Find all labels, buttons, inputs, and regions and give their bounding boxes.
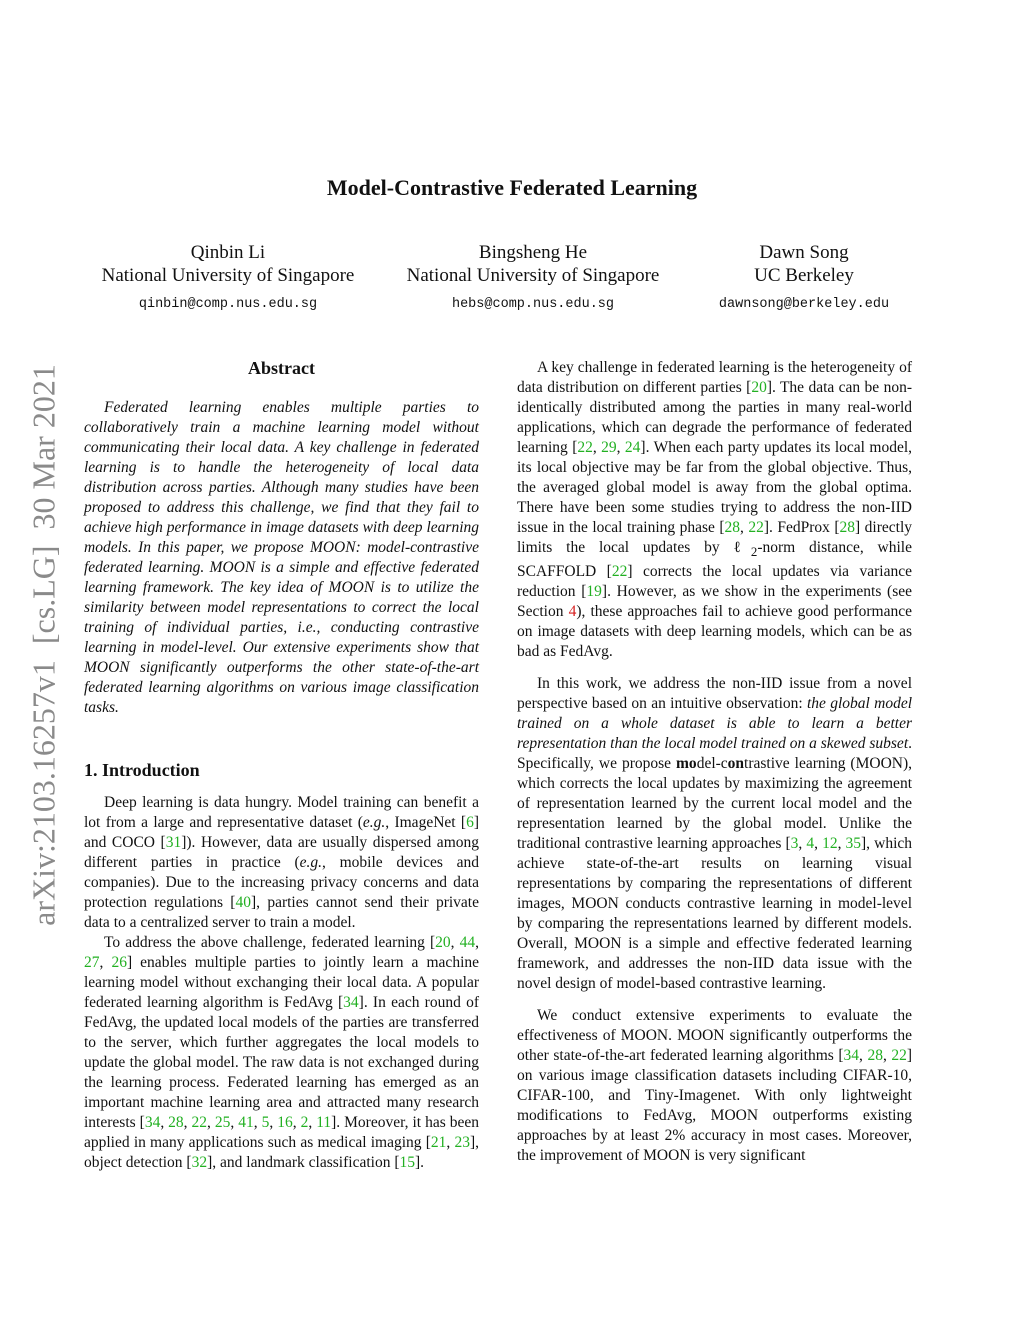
citation-link[interactable]: 31 bbox=[165, 834, 182, 851]
paragraph: A key challenge in federated learning is the heterogeneity of data distribution on different parties [20]. The data can be non-identically distributed among the parties in many real-world applications, which can degrade the performance of federated learning [22, 29, 24]. When each party updates its local model, its local objective may be far from the global objective. Thus, the averaged global model is away from the global optima. There have been some studies trying to address the non-IID issue in the local training phase [28, 22]. FedProx [28] directly limits the local updates by ℓ$_2$-norm distance, while SCAFFOLD [22] corrects the local updates via variance reduction [19]. However, as we show in the experiments (see Section 4), these approaches fail to achieve good performance on image datasets with deep learning models, which can be as bad as FedAvg. bbox=[517, 359, 913, 661]
citation-link[interactable]: 34 bbox=[343, 994, 359, 1011]
citation-link[interactable]: 28 bbox=[839, 519, 856, 536]
citation-link[interactable]: 25 bbox=[214, 1114, 231, 1131]
author-email[interactable]: dawnsong@berkeley.edu bbox=[718, 297, 890, 312]
citation-link[interactable]: 41 bbox=[238, 1114, 254, 1131]
author-affiliation: National University of Singapore bbox=[101, 265, 355, 286]
citation-link[interactable]: 24 bbox=[624, 439, 641, 456]
citation-link[interactable]: 44 bbox=[459, 934, 476, 951]
citation-link[interactable]: 16 bbox=[277, 1114, 293, 1131]
citation-link[interactable]: 15 bbox=[399, 1154, 415, 1171]
citation-link[interactable]: 2 bbox=[300, 1114, 309, 1131]
author-block bbox=[78, 241, 378, 316]
author-email[interactable]: hebs@comp.nus.edu.sg bbox=[451, 297, 615, 312]
author-affiliation: UC Berkeley bbox=[754, 265, 854, 286]
citation-link[interactable]: 4 bbox=[806, 835, 815, 853]
citation-link[interactable]: 21 bbox=[430, 1134, 447, 1151]
citation-link[interactable]: 22 bbox=[191, 1114, 208, 1131]
citation-link[interactable]: 19 bbox=[586, 583, 602, 601]
paragraph: To address the above challenge, federated learning [20, 44, 27, 26] enables multiple parties to jointly learn a machine learning model without exchanging their local data. A popular federated learning algorithm is FedAvg [34]. In each round of FedAvg, the updated local models of the parties are transferred to the server, which further aggregates the local models to update the global model. The raw data is not exchanged during the learning process. Federated learning has emerged as an important machine learning area and attracted many research interests [34, 28, 22, 25, 41, 5, 16, 2, 11]. Moreover, it has been applied in many applications such as medical imaging [21, 23], object detection [32], and landmark classification [15]. bbox=[84, 934, 480, 1171]
citation-link[interactable]: 12 bbox=[822, 835, 838, 853]
citation-link[interactable]: 11 bbox=[316, 1114, 332, 1131]
citation-link[interactable]: 34 bbox=[843, 1047, 860, 1065]
arxiv-stamp: arXiv:2103.16257v1 [cs.LG] 30 Mar 2021 bbox=[25, 364, 62, 926]
citation-link[interactable]: 28 bbox=[724, 519, 741, 536]
citation-link[interactable]: 28 bbox=[168, 1114, 184, 1131]
paragraph: We conduct extensive experiments to evaluate the effectiveness of MOON. MOON significantly outperforms the other state-of-the-art federated learning algorithms [34, 28, 22] on various image classification datasets including CIFAR-10, CIFAR-100, and Tiny-Imagenet. With only lightweight modifications to FedAvg, MOON outperforms existing approaches by at least 2% accuracy in most cases. Moreover, the improvement of MOON is very significant bbox=[517, 1007, 913, 1165]
citation-link[interactable]: 20 bbox=[751, 379, 767, 396]
author-name: Qinbin Li bbox=[190, 242, 266, 263]
author-name: Dawn Song bbox=[759, 242, 849, 263]
author-email[interactable]: qinbin@comp.nus.edu.sg bbox=[138, 297, 318, 312]
author-name: Bingsheng He bbox=[478, 242, 588, 263]
citation-link[interactable]: 22 bbox=[611, 563, 628, 581]
citation-link[interactable]: 29 bbox=[601, 439, 617, 456]
citation-link[interactable]: 22 bbox=[577, 439, 593, 456]
citation-link[interactable]: 27 bbox=[84, 954, 100, 971]
citation-link[interactable]: 26 bbox=[111, 954, 127, 971]
right-column-body bbox=[517, 358, 912, 1178]
section-ref-link[interactable]: 4 bbox=[568, 603, 577, 621]
citation-link[interactable]: 40 bbox=[235, 894, 251, 911]
paragraph: In this work, we address the non-IID issue from a novel perspective based on an intuitive observation: the global model trained on a whole dataset is able to learn a better representation than the local model trained on a skewed subset. Specifically, we propose model-contrastive learning (MOON), which corrects the local updates by maximizing the agreement of representation learned by the current local model and the representation learned by the global model. Unlike the traditional contrastive learning approaches [3, 4, 12, 35], which achieve state-of-the-art results on learning visual representations by comparing the representations of different images, MOON conducts contrastive learning in model-level by comparing the representations learned by different models. Overall, MOON is a simple and effective federated learning framework, and addresses the non-IID data issue with the novel design of model-based contrastive learning. bbox=[517, 675, 913, 993]
citation-link[interactable]: 5 bbox=[261, 1114, 270, 1131]
citation-link[interactable]: 34 bbox=[144, 1114, 161, 1131]
author-block bbox=[383, 241, 683, 316]
paper-title: Model-Contrastive Federated Learning bbox=[326, 175, 698, 200]
introduction-body bbox=[84, 793, 479, 1173]
citation-link[interactable]: 32 bbox=[191, 1154, 208, 1171]
citation-link[interactable]: 3 bbox=[790, 835, 799, 853]
author-block bbox=[654, 241, 954, 316]
abstract-heading: Abstract bbox=[248, 358, 315, 378]
citation-link[interactable]: 22 bbox=[891, 1047, 907, 1065]
citation-link[interactable]: 6 bbox=[466, 814, 474, 831]
citation-link[interactable]: 20 bbox=[435, 934, 451, 951]
section-heading-introduction: 1. Introduction bbox=[84, 760, 200, 780]
author-affiliation: National University of Singapore bbox=[406, 265, 660, 286]
citation-link[interactable]: 23 bbox=[454, 1134, 470, 1151]
paragraph: Deep learning is data hungry. Model training can benefit a lot from a large and representative dataset (e.g., ImageNet [6] and COCO [31]). However, data are usually dispersed among different parties in practice (e.g., mobile devices and companies). Due to the increasing privacy concerns and data protection regulations [40], parties cannot send their private data to a centralized server to train a model. bbox=[84, 794, 479, 931]
citation-link[interactable]: 28 bbox=[867, 1047, 883, 1065]
citation-link[interactable]: 35 bbox=[845, 835, 862, 853]
abstract-text: Federated learning enables multiple parties to collaboratively train a machine learning model without communicating their local data. A key challenge in federated learning is to handle the heterogeneity of local data distribution across parties. Although many studies have been proposed to address this challenge, we find that they fail to achieve high performance in image datasets with deep learning models. In this paper, we propose MOON: model-contrastive federated learning. MOON is a simple and effective federated learning framework. The key idea of MOON is to utilize the similarity between model representations to correct the local training of individual parties, i.e., conducting contrastive learning in model-level. Our extensive experiments show that MOON significantly outperforms the other state-of-the-art federated learning algorithms on various image classification tasks. bbox=[84, 399, 479, 716]
citation-link[interactable]: 22 bbox=[748, 519, 764, 536]
